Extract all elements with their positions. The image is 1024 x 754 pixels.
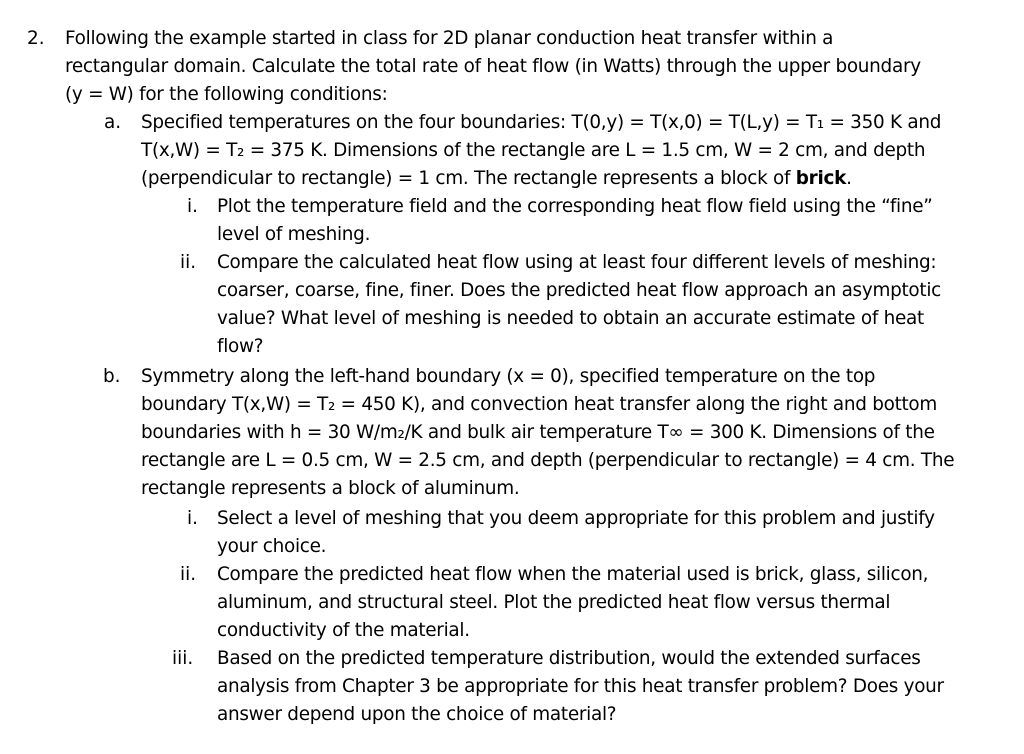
part-b-ii-line: conductivity of the material. (217, 620, 470, 641)
part-a-ii-marker: ii. (180, 252, 197, 273)
part-a-i-line: level of meshing. (217, 224, 371, 245)
part-b-iii-marker: iii. (172, 648, 194, 669)
part-a-i-marker: i. (187, 196, 198, 217)
part-b-i-line: Select a level of meshing that you deem appropriate for this problem and justify (217, 508, 935, 529)
part-a-line: T(x,W) = T₂ = 375 K. Dimensions of the rectangle are L = 1.5 cm, W = 2 cm, and depth (141, 140, 926, 161)
part-b-line: rectangle are L = 0.5 cm, W = 2.5 cm, and depth (perpendicular to rectangle) = 4 cm. The (141, 450, 955, 471)
part-a-line3-prefix: (perpendicular to rectangle) = 1 cm. The rectangle represents a block of (141, 168, 796, 189)
part-b-iii-line: Based on the predicted temperature distribution, would the extended surfaces (217, 648, 921, 669)
part-a-i-line: Plot the temperature field and the corresponding heat flow field using the “fine” (217, 196, 933, 217)
part-b-iii-line: analysis from Chapter 3 be appropriate for this heat transfer problem? Does your (217, 676, 944, 697)
intro-line: Following the example started in class for 2D planar conduction heat transfer within a (65, 28, 834, 49)
part-b-line: boundaries with h = 30 W/m₂/K and bulk air temperature T∞ = 300 K. Dimensions of the (141, 422, 935, 443)
part-a-line3-suffix: . (846, 168, 852, 189)
material-brick-bold: brick (795, 168, 847, 189)
part-b-line: boundary T(x,W) = T₂ = 450 K), and convection heat transfer along the right and bottom (141, 394, 938, 415)
part-a-ii-line: value? What level of meshing is needed to obtain an accurate estimate of heat (217, 308, 924, 329)
part-a-ii-line: Compare the calculated heat flow using at least four different levels of meshing: (217, 252, 937, 273)
intro-line: rectangular domain. Calculate the total rate of heat flow (in Watts) through the upper boundary (65, 56, 921, 77)
part-a-ii-line: coarser, coarse, fine, finer. Does the predicted heat flow approach an asymptotic (217, 280, 941, 301)
part-a-line: Specified temperatures on the four boundaries: T(0,y) = T(x,0) = T(L,y) = T₁ = 350 K and (141, 112, 942, 133)
part-a-line (141, 167, 852, 191)
part-b-iii-line: answer depend upon the choice of material? (217, 704, 617, 725)
part-b-ii-line: Compare the predicted heat flow when the material used is brick, glass, silicon, (217, 564, 929, 585)
part-b-marker: b. (103, 366, 121, 387)
part-b-line: rectangle represents a block of aluminum. (141, 478, 520, 499)
part-b-line: Symmetry along the left-hand boundary (x = 0), specified temperature on the top (141, 366, 876, 387)
part-a-ii-line: flow? (217, 336, 264, 357)
problem-number: 2. (27, 28, 45, 49)
part-b-ii-marker: ii. (180, 564, 197, 585)
part-b-i-marker: i. (187, 508, 198, 529)
part-a-marker: a. (104, 112, 122, 133)
part-b-ii-line: aluminum, and structural steel. Plot the predicted heat flow versus thermal (217, 592, 891, 613)
intro-line: (y = W) for the following conditions: (65, 84, 388, 105)
part-b-i-line: your choice. (217, 536, 327, 557)
